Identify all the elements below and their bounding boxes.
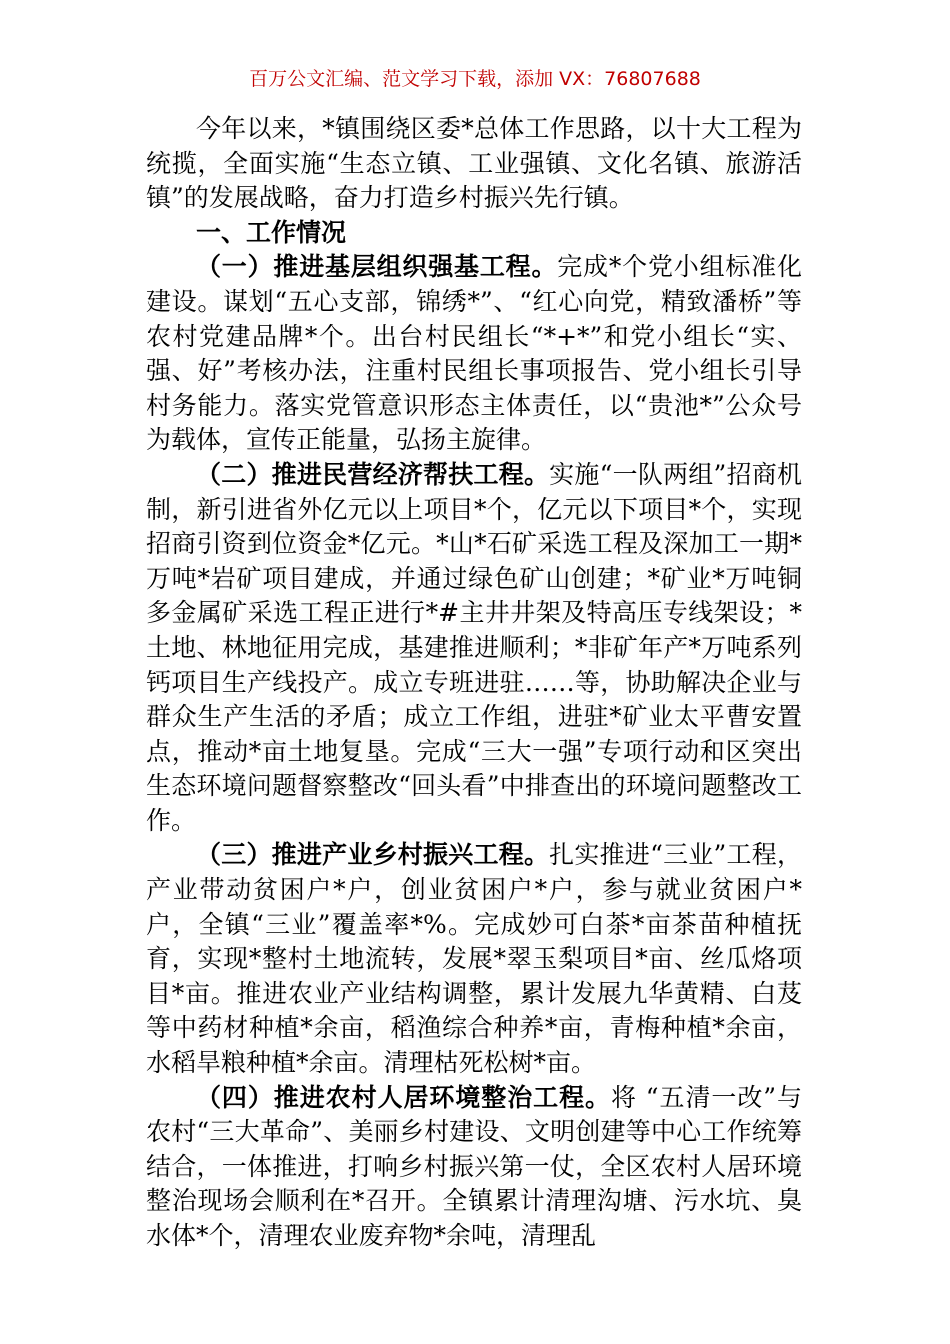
download-watermark-header: 百万公文汇编、范文学习下载，添加 VX：76807688 xyxy=(249,68,701,90)
paragraph-lead: （四）推进农村人居环境整治工程。 xyxy=(196,1082,611,1112)
paragraph-lead: （二）推进民营经济帮扶工程。 xyxy=(196,459,550,489)
paragraph-lead: （三）推进产业乡村振兴工程。 xyxy=(196,840,550,870)
paragraph-lead: （一）推进基层组织强基工程。 xyxy=(196,252,558,282)
paragraph-text: 扎实推进“三业”工程，产业带动贫困户*户，创业贫困户*户，参与就业贫困户*户，全镇“三业”覆盖率*%。完成妙可白茶*亩茶苗种植抚育，实现*整村土地流转，发展*翠玉梨项目*亩、丝瓜烙项目*亩。推进农业产业结构调整，累计发展九华黄精、白芨等中药材种植*余亩，稻渔综合种养*亩，青梅种植*余亩，水稻旱粮种植*余亩。清理枯死松树*亩。 xyxy=(146,840,802,1078)
paragraph-text: 实施“一队两组”招商机制，新引进省外亿元以上项目*个，亿元以下项目*个，实现招商引资到位资金*亿元。*山*石矿采选工程及深加工一期*万吨*岩矿项目建成，并通过绿色矿山创建；*矿业*万吨铜多金属矿采选工程正进行*#主井井架及特高压专线架设；*土地、林地征用完成，基建推进顺利；*非矿年产*万吨系列钙项目生产线投产。成立专班进驻……等，协助解决企业与群众生产生活的矛盾；成立工作组，进驻*矿业太平曹安置点，推动*亩土地复垦。完成“三大一强”专项行动和区突出生态环境问题督察整改“回头看”中排查出的环境问题整改工作。 xyxy=(146,459,802,835)
intro-paragraph: 今年以来，*镇围绕区委*总体工作思路，以十大工程为统揽，全面实施“生态立镇、工业强镇、文化名镇、旅游活镇”的发展战略，奋力打造乡村振兴先行镇。 xyxy=(146,114,802,213)
paragraph-text: 完成*个党小组标准化建设。谋划“五心支部，锦绣*”、“红心向党，精致潘桥”等农村党建品牌*个。出台村民组长“*+*”和党小组长“实、强、好”考核办法，注重村民组长事项报告、党小组长引导村务能力。落实党管意识形态主体责任，以“贵池*”公众号为载体，宣传正能量，弘扬主旋律。 xyxy=(146,252,802,455)
section-heading-work-status: 一、工作情况 xyxy=(196,217,347,247)
paragraph-text: 将 “五清一改”与农村“三大革命”、美丽乡村建设、文明创建等中心工作统筹结合，一体推进，打响乡村振兴第一仗，全区农村人居环境整治现场会顺利在*召开。全镇累计清理沟塘、污水坑、臭水体*个，清理农业废弃物*余吨，清理乱 xyxy=(146,1082,802,1250)
paragraph-private-economy xyxy=(146,458,802,839)
document-body xyxy=(146,112,802,1254)
paragraph-grassroots-organization xyxy=(146,250,802,458)
paragraph-rural-revitalization xyxy=(146,838,802,1080)
paragraph-living-environment xyxy=(146,1081,802,1254)
